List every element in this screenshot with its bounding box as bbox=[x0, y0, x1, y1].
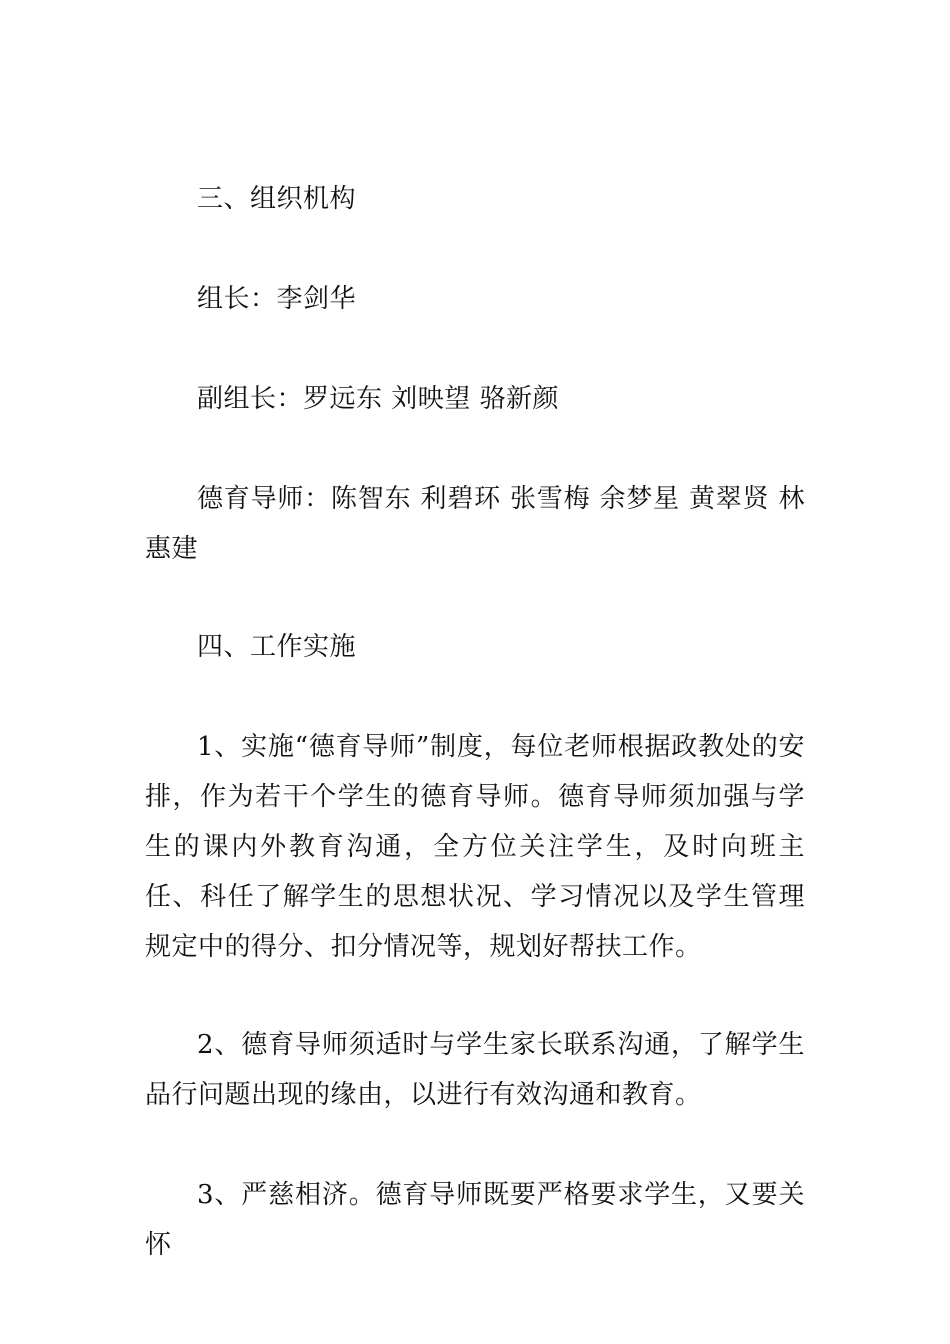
group-leader-line: 组长：李剑华 bbox=[197, 284, 357, 314]
moral-mentors-line: 德育导师：陈智东 利碧环 张雪梅 余梦星 黄翠贤 林惠建 bbox=[145, 484, 805, 564]
implementation-item-3: 3、严慈相济。德育导师既要严格要求学生，又要关怀 bbox=[145, 1180, 805, 1260]
deputy-leader-line: 副组长：罗远东 刘映望 骆新颜 bbox=[197, 384, 560, 414]
section-heading-organization: 三、组织机构 bbox=[197, 184, 357, 214]
implementation-item-1: 1、实施“德育导师”制度，每位老师根据政教处的安排，作为若干个学生的德育导师。德育导师须加强与学生的课内外教育沟通，全方位关注学生，及时向班主任、科任了解学生的思想状况、学习情况以及学生管理规定中的得分、扣分情况等，规划好帮扶工作。 bbox=[145, 732, 805, 962]
section-heading-implementation: 四、工作实施 bbox=[197, 632, 357, 662]
implementation-item-2: 2、德育导师须适时与学生家长联系沟通，了解学生品行问题出现的缘由，以进行有效沟通和教育。 bbox=[145, 1030, 805, 1110]
